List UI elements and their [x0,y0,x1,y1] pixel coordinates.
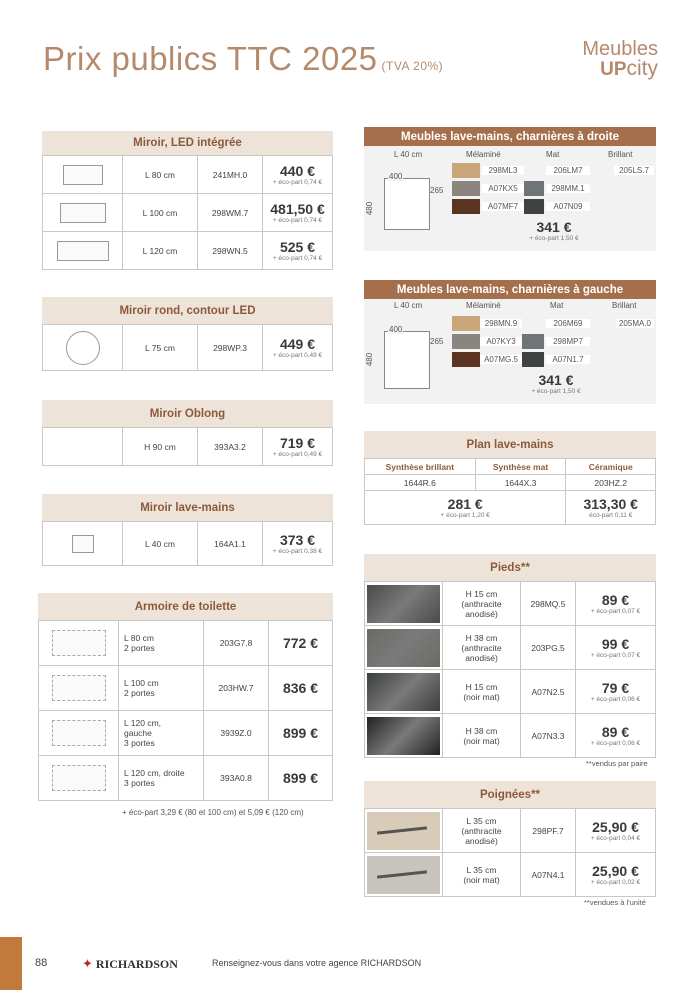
eco-part: + éco-part 1,50 € [529,235,579,242]
cabinet-outline [52,675,106,701]
ref-cell: 298MQ.5 [521,582,576,626]
cabinet-outline [52,630,106,656]
led-mirror-drawing [43,156,123,194]
mel-ref: A07MG.5 [480,355,522,364]
swatch-oak [452,163,480,178]
table-row [365,626,656,670]
miroir-rond-title: Miroir rond, contour LED [119,304,256,317]
handle-photo [365,853,443,897]
price: 89 € [601,723,630,740]
price: 772 € [282,634,319,651]
footer-accent-bar [0,937,22,990]
price: 341 € [536,219,572,235]
miroir-oblong-title: Miroir Oblong [149,407,226,420]
desc-cell: L 120 cm, droite 3 portes [119,756,204,801]
table-row [365,809,656,853]
ref-cell: 393A3.2 [198,428,263,466]
oblong-drawing [43,428,123,466]
miroir-lm-header [42,494,333,521]
mat-ref: A07N1.7 [546,355,590,364]
ref-cell: A07N4.1 [521,853,576,897]
col-mel: Mélaminé [466,150,501,159]
miroir-oblong-header [42,400,333,427]
lm-droite-header [364,127,656,146]
cabinet-outline [52,765,106,791]
desc-cell: H 38 cm (noir mat) [443,714,521,758]
brand-top: Meubles [582,38,658,60]
foot-photo [365,714,443,758]
swatch-walnut [452,199,480,214]
table-row [39,711,333,756]
cabinet-drawing [384,178,430,230]
cabinet-drawing [39,621,119,666]
table-row [365,670,656,714]
eco-part: + éco-part 0,49 € [272,351,323,359]
cabinet-drawing [39,711,119,756]
ref-cell: 203HW.7 [204,666,269,711]
swatch-mat-dark [524,199,544,214]
col-bril: Brillant [608,150,633,159]
dim-depth: 265 [430,186,444,195]
poignees-table [364,808,656,897]
price-cell [269,666,333,711]
ref-cell: 393A0.8 [204,756,269,801]
price: 899 € [282,724,319,741]
eco-part: + éco-part 0,06 € [590,695,641,703]
desc-cell: H 15 cm (anthracite anodisé) [443,582,521,626]
dim-height: 480 [365,352,375,367]
plan-price-synthese: 281 € [447,495,483,512]
size-cell: L 75 cm [123,325,198,371]
col-mat: Mat [546,150,560,159]
desc-cell: L 80 cm 2 portes [119,621,204,666]
plan-ref-1: 1644R.6 [365,475,476,491]
brand-logo [582,40,658,79]
price-cell [269,711,333,756]
ref-cell: 203PG.5 [521,626,576,670]
plan-ref-3: 203HZ.2 [566,475,656,491]
price-cell [576,853,656,897]
desc-cell: L 35 cm (anthracite anodisé) [443,809,521,853]
mat-ref: 206LM7 [546,166,590,175]
armoire-header [38,593,333,620]
photo [367,585,440,623]
price: 719 € [279,434,316,451]
brand-name: RICHARDSON [95,956,178,971]
price: 341 € [538,372,574,388]
col-mel: Mélaminé [466,301,501,310]
size-cell: L 80 cm [123,156,198,194]
miroir-oblong-table [42,427,333,466]
richardson-mark-icon: ✦ [82,956,93,971]
lm-droite-price-box [504,220,604,242]
lm-droite-title: Meubles lave-mains, charnières à droite [401,130,619,143]
lm-gauche-header [364,280,656,299]
eco-part: + éco-part 1,50 € [531,388,581,395]
col-size: L 40 cm [394,150,423,159]
plan-col-3: Céramique [566,459,656,475]
foot-photo [365,626,443,670]
pieds-table [364,581,656,758]
desc-cell: H 38 cm (anthracite anodisé) [443,626,521,670]
miroir-rond-table [42,324,333,371]
ref-cell: 298WN.5 [198,232,263,270]
photo [367,856,440,894]
bril-ref: 205MA.0 [616,319,654,328]
mirror-outline [57,241,109,261]
mat-ref: 298MM.1 [546,184,590,193]
col-mat: Mat [550,301,564,310]
mel-ref: A07MF7 [482,202,524,211]
cabinet-drawing [39,666,119,711]
plan-col-1: Synthèse brillant [365,459,476,475]
foot-photo [365,582,443,626]
swatch-grey [452,334,480,349]
price: 373 € [279,531,316,548]
eco-part: + éco-part 0,74 € [272,216,323,224]
price-cell [576,714,656,758]
price-cell [269,621,333,666]
eco-part: + éco-part 0,04 € [590,834,641,842]
price-cell [263,156,333,194]
ref-cell: 298PF.7 [521,809,576,853]
ref-cell: 298WP.3 [198,325,263,371]
title-text: Prix publics TTC 2025 [43,40,378,77]
eco-part: + éco-part 0,07 € [590,607,641,615]
price-cell [576,582,656,626]
cabinet-outline [52,720,106,746]
eco-part: + éco-part 0,49 € [272,450,323,458]
photo [367,629,440,667]
lm-gauche-panel [364,299,656,404]
desc-cell: H 15 cm (noir mat) [443,670,521,714]
desc-cell: L 120 cm, gauche 3 portes [119,711,204,756]
swatch-mat-grey [524,181,544,196]
eco-part: + éco-part 0,74 € [272,254,323,262]
lm-gauche-price-box [506,373,606,395]
round-mirror-drawing [43,325,123,371]
size-cell: L 100 cm [123,194,198,232]
ref-cell: 298WM.7 [198,194,263,232]
page-title [43,40,443,78]
armoire-note: + éco-part 3,29 € (80 et 100 cm) et 5,09 € (120 cm) [122,808,304,817]
price-cell [269,756,333,801]
brand-city: city [626,57,658,80]
table-row [43,156,333,194]
photo [367,717,440,755]
table-row [365,714,656,758]
eco-part: + éco-part 0,06 € [590,739,641,747]
price: 25,90 € [592,862,639,879]
size-cell: H 90 cm [123,428,198,466]
eco-part: + éco-part 0,38 € [272,547,323,555]
mel-ref: A07KY3 [480,337,522,346]
swatch-mat-dark [522,352,544,367]
size-cell: L 40 cm [123,522,198,566]
plan-col-2: Synthèse mat [475,459,566,475]
mat-ref: 298MP7 [546,337,590,346]
cabinet-drawing [39,756,119,801]
mel-ref: 298MN.9 [480,319,522,328]
mel-ref: 298ML3 [482,166,524,175]
miroir-led-header [42,131,333,155]
poignees-header [364,781,656,808]
table-row [43,194,333,232]
lm-mirror-drawing [43,522,123,566]
mirror-outline [63,165,103,185]
price: 89 € [601,591,630,608]
table-row [39,756,333,801]
table-row [39,621,333,666]
miroir-lm-table [42,521,333,566]
eco-part: + éco-part 0,02 € [590,878,641,886]
price-cell [263,232,333,270]
bril-ref: 205LS.7 [614,166,654,175]
ref-cell: A07N2.5 [521,670,576,714]
tva-label: (TVA 20%) [381,59,444,73]
page-number: 88 [35,957,48,969]
mel-ref: A07KX5 [482,184,524,193]
mat-ref: A07N09 [546,202,590,211]
size-cell: L 120 cm [123,232,198,270]
swatch-grey [452,181,480,196]
price: 481,50 € [270,200,325,217]
dim-width: 400 [389,325,403,334]
ref-cell: A07N3.3 [521,714,576,758]
brand-up: UP [600,59,627,80]
ref-cell: 164A1.1 [198,522,263,566]
poignees-title: Poignées** [479,788,541,801]
price: 99 € [601,635,630,652]
plan-header [364,431,656,458]
price: 25,90 € [592,818,639,835]
price-cell [576,626,656,670]
swatch-mat-grey [522,334,544,349]
led-mirror-drawing [43,232,123,270]
plan-price-ceramique: 313,30 € [583,495,638,512]
eco-part: + éco-part 0,07 € [590,651,641,659]
dim-height: 480 [365,201,375,216]
plan-table [364,458,656,525]
pieds-note: **vendus par paire [586,759,648,768]
col-size: L 40 cm [394,301,423,310]
price: 440 € [279,162,316,179]
richardson-logo [82,956,178,972]
cabinet-drawing [384,331,430,389]
col-bril: Brillant [612,301,637,310]
table-row [39,666,333,711]
lm-gauche-title: Meubles lave-mains, charnières à gauche [396,283,624,296]
dim-width: 400 [389,172,403,181]
price-cell [263,194,333,232]
poignees-note: **vendues à l'unité [584,898,646,907]
ref-cell: 203G7.8 [204,621,269,666]
plan-title: Plan lave-mains [466,438,554,451]
table-row [365,582,656,626]
pieds-header [364,554,656,581]
photo [367,673,440,711]
price-cell [576,809,656,853]
eco-part: éco-part 0,11 € [589,511,633,519]
lm-droite-panel [364,146,656,251]
mirror-outline [60,203,106,223]
photo [367,812,440,850]
eco-part: + éco-part 0,74 € [272,178,323,186]
mat-ref: 206M69 [546,319,590,328]
dim-depth: 265 [430,337,444,346]
ref-cell: 3939Z.0 [204,711,269,756]
armoire-table [38,620,333,801]
price: 899 € [282,769,319,786]
swatch-oak [452,316,480,331]
swatch-walnut [452,352,480,367]
miroir-rond-header [42,297,333,324]
miroir-lm-title: Miroir lave-mains [140,501,235,514]
price-cell [576,670,656,714]
price: 525 € [279,238,316,255]
desc-cell: L 100 cm 2 portes [119,666,204,711]
armoire-title: Armoire de toilette [134,600,237,613]
table-row [365,853,656,897]
pieds-title: Pieds** [490,561,530,574]
handle-photo [365,809,443,853]
price: 836 € [282,679,319,696]
led-mirror-drawing [43,194,123,232]
miroir-led-title: Miroir, LED intégrée [133,137,242,149]
price: 449 € [279,335,316,352]
table-row [43,232,333,270]
desc-cell: L 35 cm (noir mat) [443,853,521,897]
miroir-led-table [42,155,333,270]
price: 79 € [601,679,630,696]
plan-ref-2: 1644X.3 [475,475,566,491]
footer-text: Renseignez-vous dans votre agence RICHARDSON [212,958,422,968]
foot-photo [365,670,443,714]
ref-cell: 241MH.0 [198,156,263,194]
eco-part: + éco-part 1,20 € [440,511,490,519]
